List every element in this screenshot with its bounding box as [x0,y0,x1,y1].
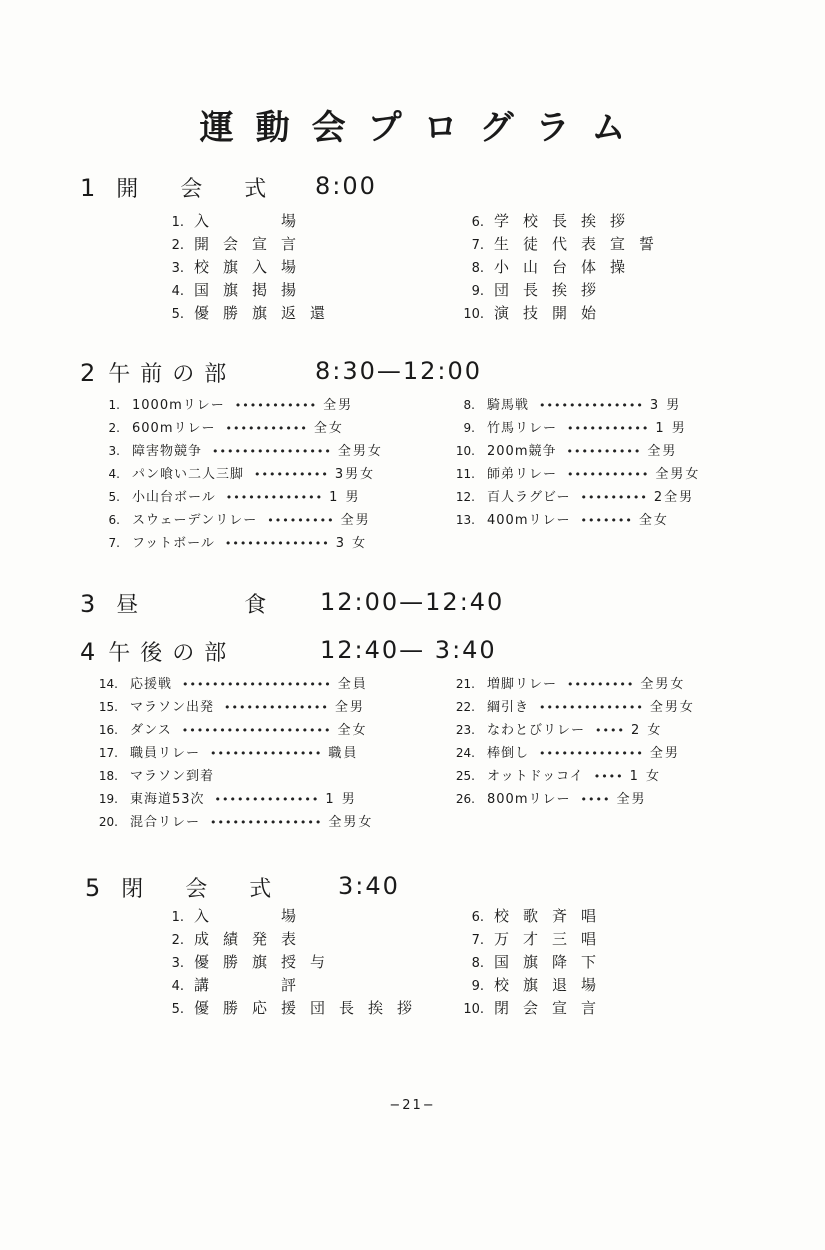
participants: 全男 [616,792,647,807]
event-name: フットボール [132,536,215,551]
list-item [88,811,373,834]
list-item [90,463,383,486]
item-number: 8. [471,261,484,276]
item-name: 学校長挨拶 [494,212,640,230]
item-number: 17. [98,746,118,760]
participants: 1 男 [655,421,687,436]
section-2-heading [80,357,236,388]
item-number: 10. [463,1002,484,1017]
section-5-time: 3:40 [338,872,400,900]
leader-dots: •••••••••••••• [539,701,644,714]
list-item [150,302,339,325]
leader-dots: •••••••••••••• [539,747,644,760]
list-item [450,302,668,325]
participants: 全男女 [655,467,701,482]
list-item [450,997,610,1020]
participants: 全男 [340,513,371,528]
leader-dots: •••••••••••••• [539,399,644,412]
list-item [150,974,426,997]
event-name: ダンス [130,723,172,738]
participants: 全男 [647,444,678,459]
list-item [445,742,695,765]
list-item [88,742,373,765]
item-number: 6. [471,215,484,230]
list-item [88,696,373,719]
leader-dots: ••••••••••••• [225,491,324,504]
list-item [445,788,695,811]
item-number: 8. [463,398,475,412]
list-item [445,394,700,417]
participants: 3 女 [335,536,368,551]
item-number: 1. [108,398,120,412]
item-number: 5. [171,1002,184,1017]
leader-dots: ••••••••••••••• [210,747,323,760]
section-label: 閉 会 式 [121,877,282,902]
item-name: 閉会宣言 [494,999,611,1017]
section-4-list-right [445,673,695,811]
list-item [88,673,373,696]
section-number: 3 [80,590,98,618]
page-title: 運動会プログラム [199,108,648,148]
event-name: パン喰い二人三脚 [132,467,245,482]
leader-dots: •••••••••••••••••••• [181,724,332,737]
list-item [90,394,383,417]
item-number: 9. [471,979,484,994]
list-item [88,765,373,788]
item-number: 1. [171,215,184,230]
list-item [450,233,668,256]
event-name: 増脚リレー [487,677,558,692]
item-number: 18. [98,769,118,783]
section-label: 開 会 式 [116,177,277,202]
page-number: −21− [389,1098,436,1113]
section-label: 午後の部 [108,641,237,666]
event-name: 棒倒し [487,746,530,761]
participants: 全男女 [649,700,695,715]
leader-dots: •••••••••••••••••••• [182,678,332,691]
list-item [150,279,339,302]
section-number: 2 [80,359,98,387]
participants: 3 男 [649,398,682,413]
section-2-list-right [445,394,700,532]
section-3-heading [80,588,276,619]
participants: 全女 [337,723,368,738]
event-name: 障害物競争 [132,444,203,459]
event-name: 師弟リレー [487,467,558,482]
event-name: 竹馬リレー [487,421,558,436]
item-number: 15. [98,700,118,714]
section-1-time: 8:00 [315,172,377,200]
list-item [445,463,700,486]
item-number: 10. [463,307,484,322]
section-label: 午前の部 [108,362,237,387]
item-number: 23. [455,723,475,737]
participants: 全員 [337,677,368,692]
item-name: 万才三唱 [494,930,611,948]
leader-dots: ••••••••••••••• [210,816,323,829]
section-1-list-left [150,210,339,325]
participants: 全男 [334,700,365,715]
item-name: 入 場 [194,907,311,925]
list-item [88,788,373,811]
list-item [450,905,610,928]
list-item [445,486,700,509]
item-name: 優勝旗返還 [194,304,340,322]
item-name: 校旗退場 [494,976,611,994]
item-number: 7. [471,933,484,948]
list-item [450,256,668,279]
section-2-list-left [90,394,383,555]
participants: 2 女 [630,723,663,738]
event-name: 百人ラグビー [487,490,571,505]
event-name: 小山台ボール [132,490,216,505]
section-1-heading [80,172,276,203]
item-number: 25. [455,769,475,783]
participants: 全女 [638,513,669,528]
item-name: 成績発表 [194,930,311,948]
participants: 1 女 [629,769,662,784]
item-number: 8. [471,956,484,971]
item-number: 3. [108,444,120,458]
list-item [90,417,383,440]
leader-dots: ••••••••• [267,514,335,527]
leader-dots: •••••••••••••• [214,793,320,806]
item-name: 国旗降下 [494,953,611,971]
list-item [150,233,339,256]
list-item [445,417,700,440]
item-number: 7. [471,238,484,253]
item-number: 4. [171,979,184,994]
item-name: 開会宣言 [194,235,311,253]
leader-dots: •••••••••••••••• [212,445,332,458]
section-5-list-right [450,905,610,1020]
section-number: 1 [80,174,98,202]
participants: 全男女 [328,815,374,830]
item-number: 3. [171,261,184,276]
section-1-list-right [450,210,668,325]
leader-dots: •••• [593,770,624,783]
leader-dots: ••••••••••• [234,399,318,412]
item-name: 校旗入場 [194,258,311,276]
leader-dots: •••••••••• [254,468,329,481]
list-item [90,532,383,555]
list-item [90,486,383,509]
event-name: 1000mリレー [132,398,225,413]
item-number: 19. [98,792,118,806]
section-4-heading [80,636,236,667]
section-2-time: 8:30—12:00 [315,357,483,385]
list-item [150,256,339,279]
item-name: 小山台体操 [494,258,640,276]
item-name: 演技開始 [494,304,611,322]
event-name: 800mリレー [487,792,571,807]
event-name: 職員リレー [130,746,201,761]
list-item [445,673,695,696]
list-item [445,509,700,532]
list-item [150,997,426,1020]
leader-dots: ••••••••••• [567,422,650,435]
item-name: 講 評 [194,976,311,994]
item-number: 11. [455,467,475,481]
item-number: 1. [171,910,184,925]
item-number: 26. [455,792,475,806]
section-number: 5 [85,874,103,902]
leader-dots: ••••••••••• [225,422,308,435]
item-name: 入 場 [194,212,311,230]
event-name: マラソン出発 [130,700,215,715]
item-number: 9. [471,284,484,299]
item-number: 4. [171,284,184,299]
item-number: 2. [108,421,120,435]
item-name: 校歌斉唱 [494,907,611,925]
item-name: 生徒代表宣誓 [494,235,669,253]
list-item [450,928,610,951]
participants: 2全男 [653,490,695,505]
item-number: 6. [471,910,484,925]
item-number: 6. [108,513,120,527]
leader-dots: •••••••••••••• [224,701,329,714]
leader-dots: ••••••••••• [567,468,650,481]
event-name: 混合リレー [130,815,201,830]
section-5-heading [85,872,281,903]
participants: 1 男 [329,490,361,505]
event-name: 応援戦 [130,677,173,692]
event-name: 綱引き [487,700,530,715]
item-number: 5. [171,307,184,322]
participants: 全男 [649,746,680,761]
participants: 全女 [313,421,344,436]
event-name: 東海道53次 [130,792,205,807]
list-item [450,279,668,302]
list-item [150,951,426,974]
list-item [90,440,383,463]
list-item [450,974,610,997]
item-number: 3. [171,956,184,971]
leader-dots: ••••••• [580,514,633,527]
event-name: オットドッコイ [487,769,584,784]
list-item [445,696,695,719]
section-label: 昼 食 [116,593,277,618]
participants: 1 男 [325,792,357,807]
item-number: 12. [455,490,475,504]
section-5-list-left [150,905,426,1020]
event-name: 騎馬戦 [487,398,530,413]
leader-dots: •••••••••• [566,445,642,458]
item-number: 16. [98,723,118,737]
item-number: 14. [98,677,118,691]
item-number: 13. [455,513,475,527]
participants: 職員 [328,746,359,761]
item-number: 10. [455,444,475,458]
list-item [88,719,373,742]
item-number: 24. [455,746,475,760]
section-4-list-left [88,673,373,834]
item-number: 20. [98,815,118,829]
list-item [150,905,426,928]
item-name: 優勝旗授与 [194,953,340,971]
event-name: なわとびリレー [487,723,586,738]
leader-dots: •••• [580,793,611,806]
list-item [450,951,610,974]
item-number: 2. [171,933,184,948]
item-number: 4. [108,467,120,481]
item-number: 21. [455,677,475,691]
participants: 全男 [323,398,354,413]
list-item [445,719,695,742]
participants: 3男女 [334,467,376,482]
item-name: 国旗掲揚 [194,281,311,299]
event-name: 200m競争 [487,444,557,459]
participants: 全男女 [337,444,383,459]
leader-dots: ••••••••• [567,678,635,691]
item-name: 優勝応援団長挨拶 [194,999,427,1017]
leader-dots: •••• [595,724,625,737]
item-number: 5. [108,490,120,504]
list-item [150,928,426,951]
event-name: マラソン到着 [130,769,215,784]
item-number: 2. [171,238,184,253]
participants: 全男女 [640,677,686,692]
item-number: 22. [455,700,475,714]
list-item [445,440,700,463]
list-item [90,509,383,532]
event-name: 400mリレー [487,513,571,528]
event-name: 600mリレー [132,421,216,436]
item-name: 団長挨拶 [494,281,611,299]
item-number: 9. [463,421,475,435]
event-name: スウェーデンリレー [132,513,258,528]
leader-dots: •••••••••••••• [224,537,330,550]
list-item [450,210,668,233]
leader-dots: ••••••••• [580,491,648,504]
item-number: 7. [108,536,120,550]
section-3-time: 12:00—12:40 [320,588,505,616]
list-item [445,765,695,788]
section-number: 4 [80,638,98,666]
section-4-time: 12:40— 3:40 [320,636,497,664]
list-item [150,210,339,233]
